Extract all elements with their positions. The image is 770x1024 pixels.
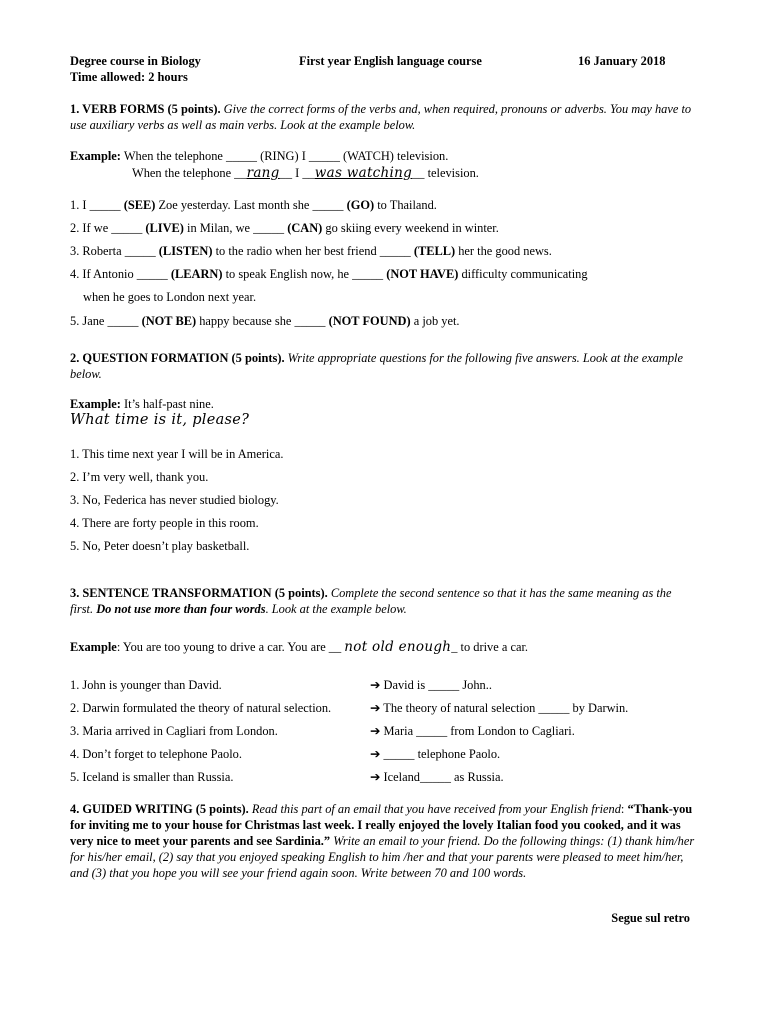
arrow-icon: ➔ xyxy=(370,678,381,692)
verb-item: 4. If Antonio _____ (LEARN) to speak English now, he _____ (NOT HAVE) difficulty communicating xyxy=(70,267,588,281)
arrow-icon: ➔ xyxy=(370,724,381,738)
transformation-item-right: ➔ _____ telephone Paolo. xyxy=(370,747,501,761)
section3-heading: 3. SENTENCE TRANSFORMATION (5 points). xyxy=(70,586,328,600)
question-item: 5. No, Peter doesn’t play basketball. xyxy=(70,539,250,553)
transformation-item-left: 2. Darwin formulated the theory of natural selection. xyxy=(70,701,332,715)
transformation-item-left: 4. Don’t forget to telephone Paolo. xyxy=(70,747,242,761)
section1-instructions: 1. VERB FORMS (5 points). Give the correct forms of the verbs and, when required, pronouns or adverbs. You may have to use auxiliary verbs as well as main verbs. Look at the example below. xyxy=(70,102,692,132)
section2-heading: 2. QUESTION FORMATION (5 points). xyxy=(70,351,285,365)
transformation-item-right: ➔ Iceland_____ as Russia. xyxy=(370,770,504,784)
transformation-item-left: 1. John is younger than David. xyxy=(70,678,222,692)
handwritten-answer: not old enough xyxy=(344,639,452,655)
transformation-item-right: ➔ Maria _____ from London to Cagliari. xyxy=(370,724,575,738)
arrow-icon: ➔ xyxy=(370,701,381,715)
question-item: 1. This time next year I will be in America. xyxy=(70,447,284,461)
section4-heading: 4. GUIDED WRITING (5 points). xyxy=(70,802,249,816)
section1-example: Example: When the telephone _____ (RING) I _____ (WATCH) television. xyxy=(70,149,449,163)
handwritten-answer: was watching xyxy=(314,165,413,181)
handwritten-answer: rang xyxy=(246,165,280,181)
time-allowed: Time allowed: 2 hours xyxy=(70,70,188,84)
section1-heading: 1. VERB FORMS (5 points). xyxy=(70,102,221,116)
section1-example-answer: When the telephone __rang__ I __was watching__ television. xyxy=(132,165,479,181)
section4-instructions: 4. GUIDED WRITING (5 points). Read this part of an email that you have received from your English friend: “Thank-you for inviting me to your house for Christmas last week. I really enjoyed the lovely Italian food you cooked, and it was very nice to meet your parents and see Sardinia.” Write an email to your friend. Do the following things: (1) thank him/her for his/her email, (2) say that you enjoyed speaking English to him /her and that your parents were pleased to meet him/her, and (3) that you hope you will see your friend again soon. Write between 70 and 100 words. xyxy=(70,802,695,880)
section3-example: Example: You are too young to drive a car. You are __ not old enough_ to drive a car. xyxy=(70,639,528,655)
verb-item: 2. If we _____ (LIVE) in Milan, we _____ (CAN) go skiing every weekend in winter. xyxy=(70,221,499,235)
arrow-icon: ➔ xyxy=(370,770,381,784)
transformation-item-left: 3. Maria arrived in Cagliari from London. xyxy=(70,724,278,738)
verb-item: 3. Roberta _____ (LISTEN) to the radio when her best friend _____ (TELL) her the good news. xyxy=(70,244,552,258)
transformation-item-right: ➔ The theory of natural selection _____ by Darwin. xyxy=(370,701,629,715)
email-quote: “Thank-you for inviting me to your house for Christmas last week. I really enjoyed the lovely Italian food you cooked, and it was very nice to meet your parents and see Sardinia.” xyxy=(70,802,693,848)
verb-item: 1. I _____ (SEE) Zoe yesterday. Last month she _____ (GO) to Thailand. xyxy=(70,198,437,212)
verb-item: 5. Jane _____ (NOT BE) happy because she _____ (NOT FOUND) a job yet. xyxy=(70,314,460,328)
exam-date: 16 January 2018 xyxy=(578,54,666,68)
question-item: 2. I’m very well, thank you. xyxy=(70,470,209,484)
arrow-icon: ➔ xyxy=(370,747,381,761)
question-item: 3. No, Federica has never studied biology. xyxy=(70,493,279,507)
exam-title: First year English language course xyxy=(299,54,482,68)
transformation-item-left: 5. Iceland is smaller than Russia. xyxy=(70,770,234,784)
page-turn-note: Segue sul retro xyxy=(611,911,690,925)
question-item: 4. There are forty people in this room. xyxy=(70,516,259,530)
verb-item-continuation: when he goes to London next year. xyxy=(83,290,257,304)
transformation-item-right: ➔ David is _____ John.. xyxy=(370,678,492,692)
section2-instructions: 2. QUESTION FORMATION (5 points). Write appropriate questions for the following five answers. Look at the example below. xyxy=(70,351,683,381)
section2-example: Example: It’s half-past nine. xyxy=(70,397,214,411)
handwritten-answer: What time is it, please? xyxy=(70,412,250,428)
course-name: Degree course in Biology xyxy=(70,54,201,68)
section3-instructions: 3. SENTENCE TRANSFORMATION (5 points). Complete the second sentence so that it has the same meaning as the first. Do not use more than four words. Look at the example below. xyxy=(70,586,672,616)
